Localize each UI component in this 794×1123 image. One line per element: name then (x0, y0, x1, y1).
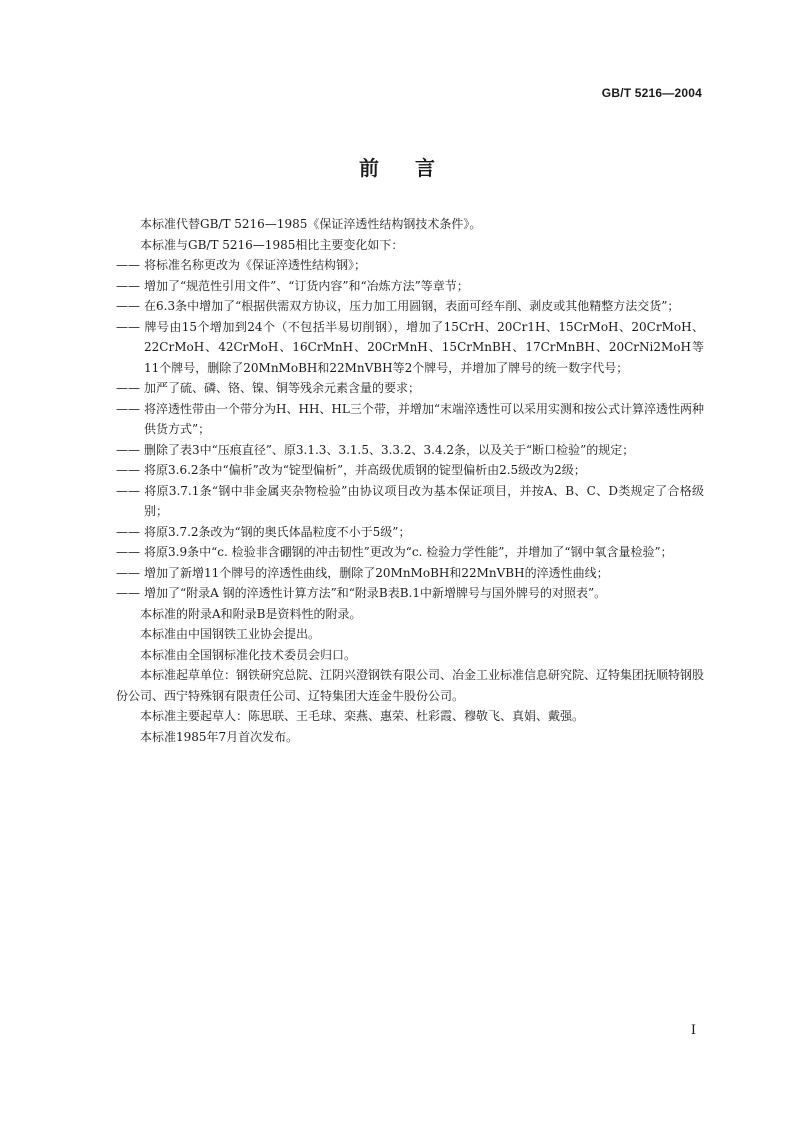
dash-marker: —— (116, 586, 140, 600)
change-item (116, 440, 704, 461)
change-item (116, 276, 704, 297)
dash-marker: —— (116, 565, 140, 580)
change-text: 增加了“附录A 钢的淬透性计算方法”和“附录B表B.1中新增牌号与国外牌号的对照表”。 (144, 586, 607, 600)
change-item (116, 255, 704, 276)
change-text: 将原3.9条中“c. 检验非含硼钢的冲击韧性”更改为“c. 检验力学性能”，并增加了“钢中氧含量检验”； (144, 545, 673, 559)
change-text: 将淬透性带由一个带分为H、HH、HL三个带，并增加“末端淬透性可以采用实测和按公式计算淬透性两种供货方式”； (144, 401, 704, 436)
change-item (116, 460, 704, 481)
change-item (116, 583, 704, 604)
closing-paragraph: 本标准起草单位：钢铁研究总院、江阴兴澄钢铁有限公司、冶金工业标准信息研究院、辽特集团抚顺特钢股份公司、西宁特殊钢有限责任公司、辽特集团大连金牛股份公司。 (116, 668, 705, 703)
dash-marker: —— (116, 278, 140, 293)
intro-paragraph: 本标准代替GB/T 5216—1985《保证淬透性结构钢技术条件》。 (140, 217, 482, 231)
change-item (116, 378, 704, 399)
foreword-body (116, 214, 704, 747)
dash-marker: —— (116, 483, 140, 498)
change-item (116, 542, 704, 563)
standard-number: GB/T 5216—2004 (601, 86, 702, 100)
dash-marker: —— (116, 299, 140, 313)
dash-marker: —— (116, 545, 140, 559)
change-text: 牌号由15个增加到24个（不包括半易切削钢），增加了15CrH、20Cr1H、15CrMoH、20CrMoH、22CrMoH、42CrMoH、16CrMnH、20CrMnH、15CrMnBH、17CrMnBH、20CrNi2MoH等11个牌号，删除了20MnMoBH和22MnVBH等2个牌号，并增加了牌号的统一数字代号； (144, 319, 704, 375)
change-item (116, 399, 704, 440)
change-item (116, 522, 704, 543)
change-text: 增加了新增11个牌号的淬透性曲线，删除了20MnMoBH和22MnVBH的淬透性曲线； (144, 565, 609, 580)
page-number: I (690, 1023, 696, 1038)
change-item (116, 296, 704, 317)
change-text: 加严了硫、磷、铬、镍、铜等残余元素含量的要求； (144, 381, 421, 395)
change-text: 将原3.7.1条“钢中非金属夹杂物检验”由协议项目改为基本保证项目，并按A、B、C、D类规定了合格级别； (144, 483, 704, 518)
closing-paragraph: 本标准1985年7月首次发布。 (140, 729, 299, 744)
closing-paragraph: 本标准的附录A和附录B是资料性的附录。 (140, 606, 362, 621)
intro-paragraph: 本标准与GB/T 5216—1985相比主要变化如下： (140, 237, 404, 252)
closing-paragraph: 本标准由中国钢铁工业协会提出。 (140, 627, 321, 641)
dash-marker: —— (116, 258, 140, 272)
dash-marker: —— (116, 319, 140, 334)
change-text: 删除了表3中“压痕直径”、原3.1.3、3.1.5、3.3.2、3.4.2条，以及关于“断口检验”的规定； (144, 442, 635, 457)
change-item (116, 481, 704, 522)
closing-paragraph: 本标准主要起草人：陈思联、王毛球、栾燕、惠荣、杜彩霞、穆敬飞、真娟、戴强。 (140, 709, 585, 723)
change-text: 增加了“规范性引用文件”、“订货内容”和“冶炼方法”等章节； (144, 278, 469, 293)
closing-paragraph: 本标准由全国钢标准化技术委员会归口。 (140, 647, 357, 662)
page-title: 前言 (359, 156, 471, 180)
dash-marker: —— (116, 524, 140, 539)
change-item (116, 317, 704, 379)
change-item (116, 563, 704, 584)
dash-marker: —— (116, 401, 140, 416)
change-text: 将原3.6.2条中“偏析”改为“锭型偏析”，并高级优质钢的锭型偏析由2.5级改为2级； (144, 463, 586, 477)
change-text: 将原3.7.2条改为“钢的奥氏体晶粒度不小于5级”； (144, 524, 411, 539)
change-text: 将标准名称更改为《保证淬透性结构钢》； (144, 258, 367, 272)
dash-marker: —— (116, 442, 140, 457)
dash-marker: —— (116, 463, 140, 477)
change-text: 在6.3条中增加了“根据供需双方协议，压力加工用圆钢，表面可经车削、剥皮或其他精整方法交货”； (144, 299, 680, 313)
dash-marker: —— (116, 381, 140, 395)
